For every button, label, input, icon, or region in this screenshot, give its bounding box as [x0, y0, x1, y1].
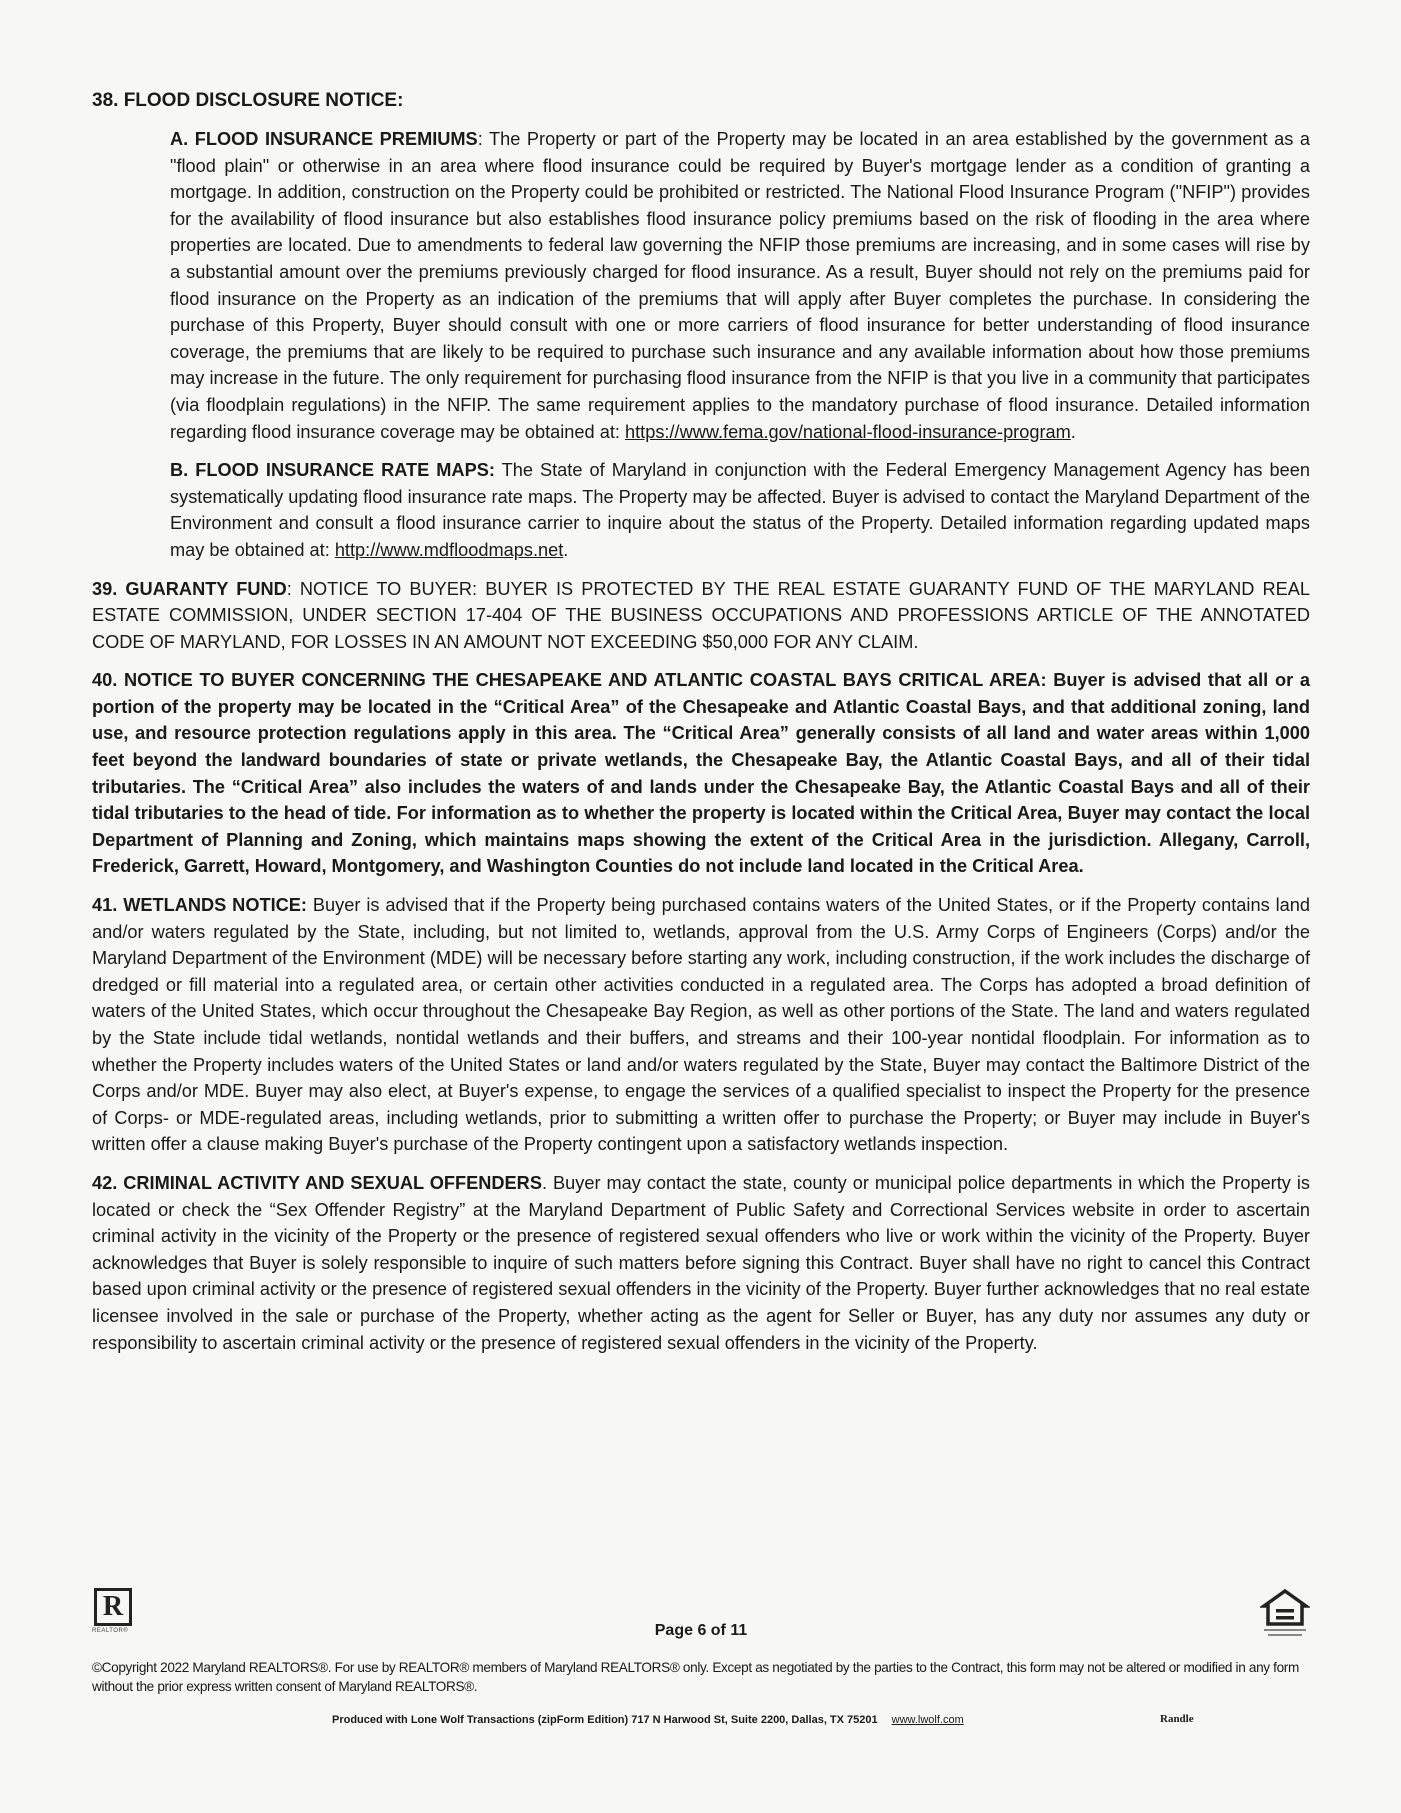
section-42-paragraph	[92, 1170, 1310, 1356]
realtor-logo-caption: REALTOR®	[92, 1628, 129, 1634]
copyright-notice: ©Copyright 2022 Maryland REALTORS®. For use by REALTOR® members of Maryland REALTORS® only. Except as negotiated by the parties to the Contract, this form may not be altered or modified in any form without the prior express written consent of Maryland REALTORS®.	[92, 1660, 1299, 1694]
section-38b-end: .	[563, 539, 569, 560]
realtor-logo-letter: R	[94, 1588, 132, 1626]
section-40-paragraph: 40. NOTICE TO BUYER CONCERNING THE CHESAPEAKE AND ATLANTIC COASTAL BAYS CRITICAL AREA: Buyer is advised that all or a portion of the property may be located in the “Critical Area” of the Chesapeake and Atlantic Coastal Bays, and that additional zoning, land use, and resource protection regulations apply in this area. The “Critical Area” generally consists of all land and water areas within 1,000 feet beyond the landward boundaries of state or private wetlands, the Chesapeake Bay, the Atlantic Coastal Bays, and all of their tidal tributaries. The “Critical Area” also includes the waters of and lands under the Chesapeake Bay, the Atlantic Coastal Bays and all of their tidal tributaries to the head of tide. For information as to whether the property is located within the Critical Area, Buyer may contact the local Department of Planning and Zoning, which maintains maps showing the extent of the Critical Area in the jurisdiction. Allegany, Carroll, Frederick, Garrett, Howard, Montgomery, and Washington Counties do not include land located in the Critical Area.	[92, 670, 1310, 877]
page-number: Page 6 of 11	[654, 1622, 748, 1639]
section-42-text: . Buyer may contact the state, county or municipal police departments in which the Property is located or check the “Sex Offender Registry” at the Maryland Department of Public Safety and Correctional Services website in order to ascertain criminal activity in the vicinity of the Property or the presence of registered sexual offenders who live or work within the vicinity of the Property. Buyer acknowledges that Buyer is solely responsible to inquire of such matters before signing this Contract. Buyer shall have no right to cancel this Contract based upon criminal activity or the presence of registered sexual offenders in the vicinity of the Property. Buyer further acknowledges that no real estate licensee involved in the sale or purchase of the Property, whether acting as the agent for Seller or Buyer, has any duty nor assumes any duty or responsibility to ascertain criminal activity or the presence of registered sexual offenders in the vicinity of the Property.	[92, 1172, 1310, 1353]
section-38-heading: 38. FLOOD DISCLOSURE NOTICE:	[92, 90, 404, 111]
section-42-label: 42. CRIMINAL ACTIVITY AND SEXUAL OFFENDERS	[92, 1172, 542, 1193]
section-38b-paragraph	[170, 457, 1310, 563]
produced-with-line	[332, 1713, 1194, 1726]
section-38b-label: B. FLOOD INSURANCE RATE MAPS:	[170, 460, 495, 481]
mdfloodmaps-link[interactable]: http://www.mdfloodmaps.net	[334, 539, 564, 560]
equal-housing-opportunity-icon	[1260, 1588, 1310, 1640]
section-41-label: 41. WETLANDS NOTICE:	[92, 895, 307, 916]
fema-link[interactable]: https://www.fema.gov/national-flood-insurance-program	[624, 421, 1071, 442]
section-41-paragraph	[92, 892, 1310, 1158]
section-38a-paragraph	[170, 126, 1310, 445]
section-39-label: 39. GUARANTY FUND	[92, 578, 287, 599]
document-page	[92, 90, 1310, 1368]
lwolf-link[interactable]: www.lwolf.com	[891, 1714, 964, 1726]
section-38a-label: A. FLOOD INSURANCE PREMIUMS	[170, 129, 478, 149]
produced-with-text: Produced with Lone Wolf Transactions (zipForm Edition) 717 N Harwood St, Suite 2200, Dallas, TX 75201	[332, 1714, 878, 1726]
section-38a-end: .	[1070, 421, 1076, 442]
section-39-paragraph	[92, 576, 1310, 656]
section-38a-text: : The Property or part of the Property may be located in an area established by the government as a "flood plain" or otherwise in an area where flood insurance could be required by Buyer's mortgage lender as a condition of granting a mortgage. In addition, construction on the Property could be prohibited or restricted. The National Flood Insurance Program ("NFIP") provides for the availability of flood insurance but also establishes flood insurance policy premiums based on the risk of flooding in the area where properties are located. Due to amendments to federal law governing the NFIP those premiums are increasing, and in some cases will rise by a substantial amount over the premiums previously charged for flood insurance. As a result, Buyer should not rely on the premiums paid for flood insurance on the Property as an indication of the premiums that will apply after Buyer completes the purchase. In considering the purchase of this Property, Buyer should consult with one or more carriers of flood insurance for better understanding of flood insurance coverage, the premiums that are likely to be required to purchase such insurance and any available information about how those premiums may increase in the future. The only requirement for purchasing flood insurance from the NFIP is that you live in a community that participates (via floodplain regulations) in the NFIP. The same requirement applies to the mandatory purchase of flood insurance. Detailed information regarding flood insurance coverage may be obtained at:	[170, 129, 1310, 442]
section-38b-text: The State of Maryland in conjunction with the Federal Emergency Management Agency has been systematically updating flood insurance rate maps. The Property may be affected. Buyer is advised to contact the Maryland Department of the Environment and consult a flood insurance carrier to inquire about the status of the Property. Detailed information regarding updated maps may be obtained at:	[170, 460, 1310, 560]
section-41-text: Buyer is advised that if the Property being purchased contains waters of the United States, or if the Property contains land and/or waters regulated by the State, including, but not limited to, wetlands, approval from the U.S. Army Corps of Engineers (Corps) and/or the Maryland Department of the Environment (MDE) will be necessary before starting any work, including construction, if the work includes the discharge of dredged or fill material into a regulated area, or certain other activities conducted in a regulated area. The Corps has adopted a broad definition of waters of the United States, which occur throughout the Chesapeake Bay Region, as well as other portions of the State. The land and waters regulated by the State include tidal wetlands, nontidal wetlands and their buffers, and streams and their 100-year nontidal floodplain. For information as to whether the Property includes waters of the United States or land and/or waters regulated by the State, Buyer may contact the Baltimore District of the Corps and/or MDE. Buyer may also elect, at Buyer's expense, to engage the services of a qualified specialist to inspect the Property for the presence of Corps- or MDE-regulated areas, including wetlands, prior to submitting a written offer to purchase the Property; or Buyer may include in Buyer's written offer a clause making Buyer's purchase of the Property contingent upon a satisfactory wetlands inspection.	[92, 895, 1310, 1155]
section-39-text: : NOTICE TO BUYER: BUYER IS PROTECTED BY THE REAL ESTATE GUARANTY FUND OF THE MARYLAND REAL ESTATE COMMISSION, UNDER SECTION 17-404 OF THE BUSINESS OCCUPATIONS AND PROFESSIONS ARTICLE OF THE ANNOTATED CODE OF MARYLAND, FOR LOSSES IN AN AMOUNT NOT EXCEEDING $50,000 FOR ANY CLAIM.	[92, 578, 1311, 652]
client-name: Randle	[1160, 1713, 1194, 1725]
